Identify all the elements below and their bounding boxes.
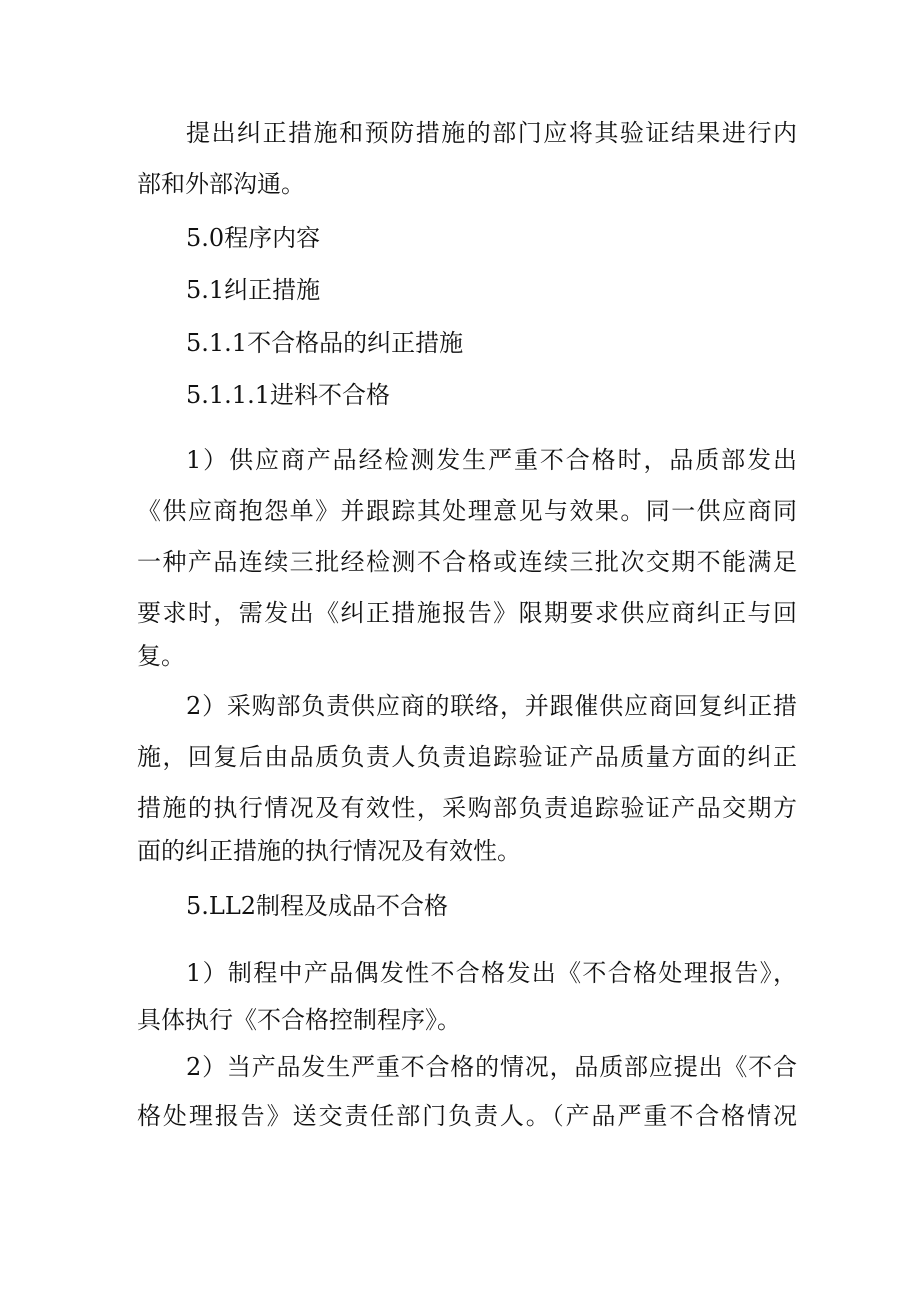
- paragraph-line-20: 格处理报告》送交责任部门负责人。（产品严重不合格情况: [137, 1102, 797, 1130]
- paragraph-line-1: 提出纠正措施和预防措施的部门应将其验证结果进行内: [186, 119, 797, 147]
- paragraph-line-10: 要求时，需发出《纠正措施报告》限期要求供应商纠正与回: [137, 599, 797, 627]
- paragraph-line-7: 1）供应商产品经检测发生严重不合格时，品质部发出: [186, 446, 797, 474]
- paragraph-line-8: 《供应商抱怨单》并跟踪其处理意见与效果。同一供应商同: [137, 497, 797, 525]
- paragraph-line-19: 2）当产品发生严重不合格的情况，品质部应提出《不合: [186, 1053, 797, 1081]
- paragraph-line-15: 面的纠正措施的执行情况及有效性。: [137, 837, 521, 865]
- section-heading-5-1-1-1: 5.1.1.1进料不合格: [186, 381, 390, 409]
- section-heading-5-1-1: 5.1.1不合格品的纠正措施: [186, 329, 464, 357]
- paragraph-line-9: 一种产品连续三批经检测不合格或连续三批次交期不能满足: [137, 548, 797, 576]
- paragraph-line-13: 施，回复后由品质负责人负责追踪验证产品质量方面的纠正: [137, 743, 797, 771]
- paragraph-line-11: 复。: [137, 642, 185, 670]
- paragraph-line-18: 具体执行《不合格控制程序》。: [137, 1006, 461, 1034]
- paragraph-line-17: 1）制程中产品偶发性不合格发出《不合格处理报告》，: [186, 959, 797, 987]
- paragraph-line-12: 2）采购部负责供应商的联络，并跟催供应商回复纠正措: [186, 692, 797, 720]
- paragraph-line-2: 部和外部沟通。: [137, 170, 305, 198]
- section-heading-5-1: 5.1纠正措施: [186, 276, 321, 304]
- section-heading-5-0: 5.0程序内容: [186, 224, 321, 252]
- paragraph-line-14: 措施的执行情况及有效性，采购部负责追踪验证产品交期方: [137, 794, 797, 822]
- section-heading-5-1-1-2: 5.LL2制程及成品不合格: [186, 892, 449, 920]
